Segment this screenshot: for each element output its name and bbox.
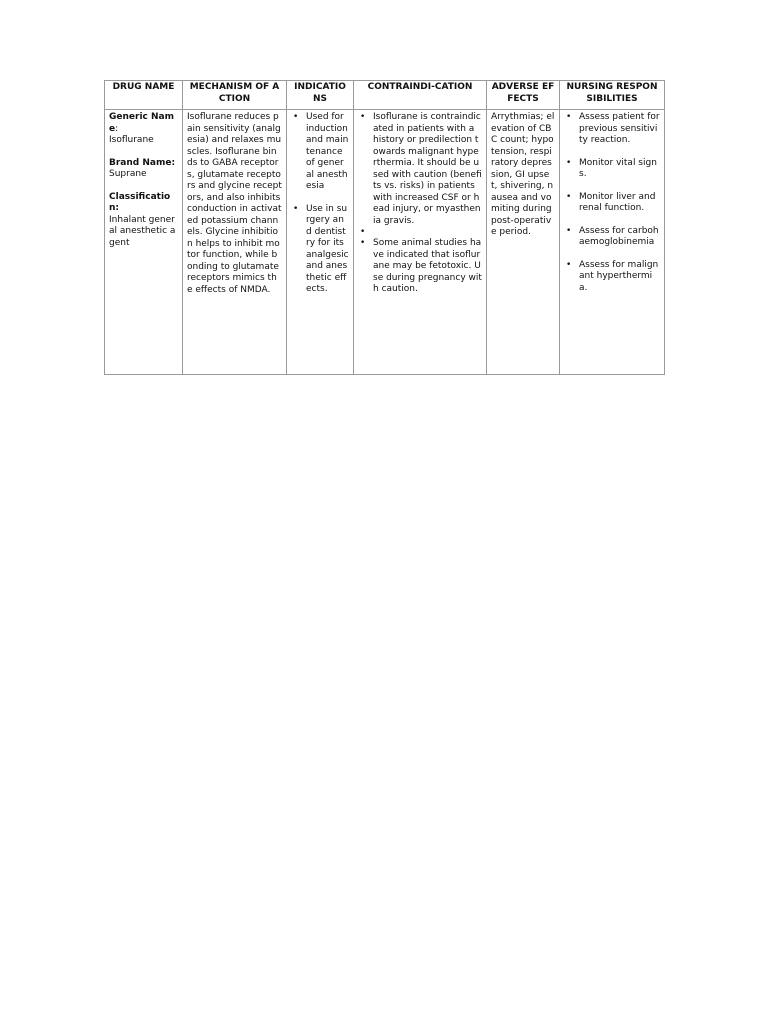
list-item: • Isoflurane is contraindicated in patients with a history or predilection towards malignant hyperthermia. It should be used with caution (benefits vs. risks) in patients with increased CSF or head injury, or myasthenia gravis.: [358, 112, 482, 227]
header-contraindication: CONTRAINDI-CATION: [354, 81, 487, 110]
drug-name-cell: Generic Name: Isoflurane Brand Name: Suprane Classification: Inhalant general anesthetic agent: [105, 110, 183, 375]
header-adverse-effects: ADVERSE EFFECTS: [487, 81, 560, 110]
generic-name-value: Isoflurane: [109, 135, 154, 145]
list-item: • Some animal studies have indicated that isoflurane may be fetotoxic. Use during pregnancy with caution.: [358, 238, 482, 296]
classification-label: Classification:: [109, 191, 171, 213]
list-item: • Assess for malignant hyperthermia.: [564, 260, 660, 295]
nursing-cell: [560, 110, 665, 375]
table-row: [105, 110, 665, 375]
brand-name-label: Brand Name:: [109, 157, 176, 168]
classification-value: Inhalant general anesthetic agent: [109, 214, 176, 248]
indications-cell: [287, 110, 354, 375]
list-item: • Monitor liver and renal function.: [564, 192, 660, 215]
generic-name-label: Generic Name: [109, 112, 174, 134]
header-drug-name: DRUG NAME: [105, 81, 183, 110]
header-row: [105, 81, 665, 110]
adverse-effects-cell: Arrythmias; elevation of CBC count; hypotension, respiratory depression, GI upset, shivering, nausea and vomiting during post-operative period.: [487, 110, 560, 375]
drug-study-table: [104, 80, 665, 375]
mechanism-cell: Isoflurane reduces pain sensitivity (analgesia) and relaxes muscles. Isoflurane binds to GABA receptors, glutamate receptors and glycine receptors, and also inhibits conduction in activated potassium channels. Glycine inhibition helps to inhibit motor function, while bonding to glutamate receptors mimics the effects of NMDA.: [183, 110, 287, 375]
brand-name-value: Suprane: [109, 169, 147, 179]
list-item: • Use in surgery and dentistry for its analgesic and anesthetic effects.: [291, 204, 349, 296]
list-item: • Used for induction and maintenance of general anesthesia: [291, 112, 349, 193]
list-item: • Assess patient for previous sensitivity reaction.: [564, 112, 660, 147]
list-item: • Assess for carbohaemoglobinemia: [564, 226, 660, 249]
header-indications: INDICATIONS: [287, 81, 354, 110]
contraindication-cell: [354, 110, 487, 375]
header-nursing: NURSING RESPONSIBILITIES: [560, 81, 665, 110]
header-mechanism: MECHANISM OF ACTION: [183, 81, 287, 110]
list-item: • Monitor vital signs.: [564, 158, 660, 181]
